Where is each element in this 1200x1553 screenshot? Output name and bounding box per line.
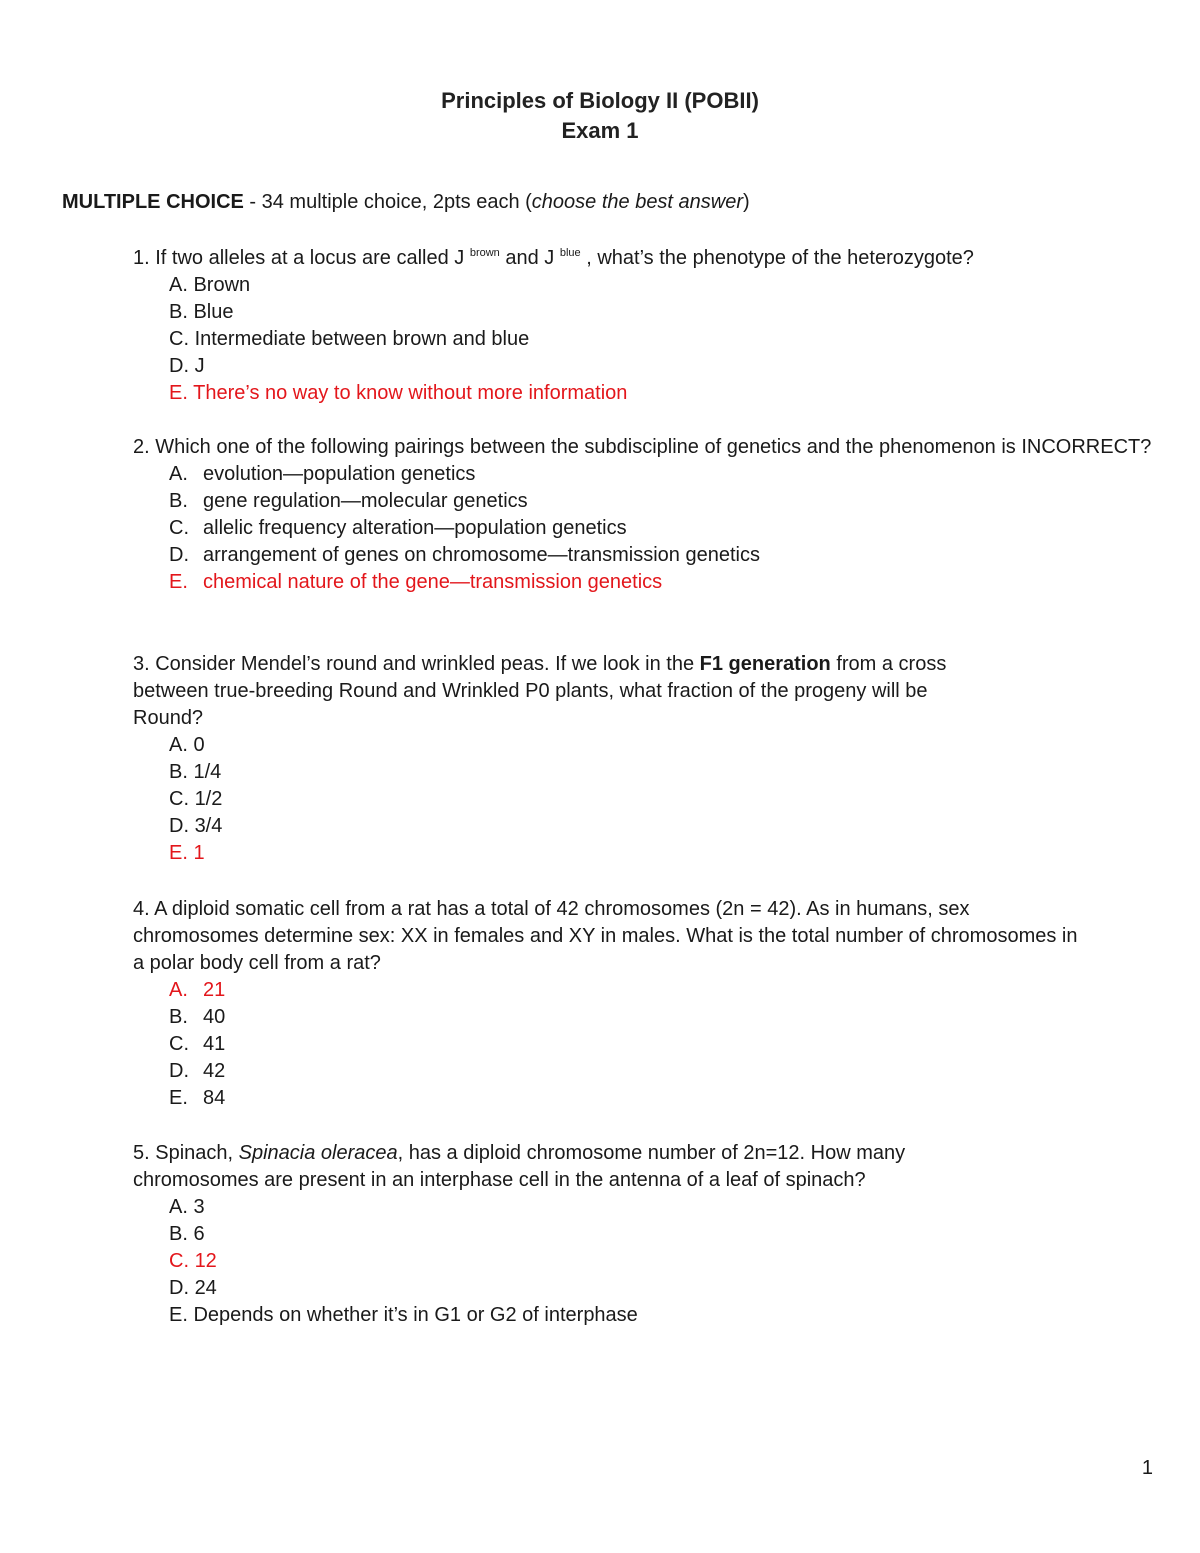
stem-text: a polar body cell from a rat?	[133, 952, 381, 974]
option-letter: C.	[169, 1033, 189, 1055]
option-letter: B.	[169, 301, 188, 323]
option-text: 24	[194, 1277, 217, 1299]
option	[133, 488, 1163, 515]
section-heading: MULTIPLE CHOICE	[62, 191, 244, 213]
option-text: 21	[203, 979, 226, 1001]
option-text: gene regulation—molecular genetics	[203, 490, 528, 512]
option-text: 12	[194, 1250, 217, 1272]
option	[133, 326, 1163, 353]
option	[133, 1194, 1163, 1221]
option-correct	[133, 380, 1163, 407]
option-letter: D.	[169, 1277, 189, 1299]
section-close-paren: )	[743, 191, 750, 213]
option	[133, 1275, 1163, 1302]
stem-text: chromosomes are present in an interphase cell in the antenna of a leaf of spinach?	[133, 1169, 866, 1191]
option-letter: E.	[169, 842, 188, 864]
option-text: Brown	[193, 274, 251, 296]
stem-text: , has a diploid chromosome number of 2n=12. How many	[397, 1142, 906, 1164]
option-letter: C.	[169, 1250, 189, 1272]
option-text: evolution—population genetics	[203, 463, 476, 485]
allele-superscript: brown	[469, 247, 500, 259]
stem-bold-term: F1 generation	[699, 653, 831, 675]
option-text: 1/2	[194, 788, 223, 810]
stem-text: chromosomes determine sex: XX in females and XY in males. What is the total number of chromosomes in	[133, 925, 1078, 947]
option-letter: A.	[169, 734, 188, 756]
option-letter: D.	[169, 1060, 189, 1082]
answer-options	[133, 461, 1163, 596]
answer-options	[133, 1194, 1163, 1329]
option	[133, 1302, 1163, 1329]
stem-text: Round?	[133, 707, 204, 729]
option	[133, 1058, 1163, 1085]
option-text: 40	[203, 1006, 226, 1028]
option	[133, 813, 1163, 840]
option-text: 1/4	[193, 761, 222, 783]
stem-text: between true-breeding Round and Wrinkled P0 plants, what fraction of the progeny will be	[133, 680, 928, 702]
option-letter: D.	[169, 544, 189, 566]
option-letter: E.	[169, 1304, 188, 1326]
question-4	[133, 896, 1163, 1112]
page-subtitle: Exam 1	[561, 118, 639, 143]
option	[133, 1004, 1163, 1031]
stem-text: from a cross	[830, 653, 947, 675]
option-text: arrangement of genes on chromosome—transmission genetics	[203, 544, 760, 566]
option	[133, 1221, 1163, 1248]
option-letter: A.	[169, 274, 188, 296]
option-letter: B.	[169, 490, 188, 512]
question-stem	[133, 245, 1163, 272]
option-text: Blue	[193, 301, 234, 323]
option-text: 3	[193, 1196, 205, 1218]
page-title: Principles of Biology II (POBII)	[441, 88, 759, 113]
option-letter: A.	[169, 1196, 188, 1218]
option-correct	[133, 1248, 1163, 1275]
option	[133, 759, 1163, 786]
question-2	[133, 434, 1163, 596]
option-text: Depends on whether it’s in G1 or G2 of interphase	[193, 1304, 638, 1326]
section-intro	[62, 191, 750, 214]
option-letter: C.	[169, 328, 189, 350]
section-description: - 34 multiple choice, 2pts each (	[243, 191, 532, 213]
option-letter: C.	[169, 788, 189, 810]
question-stem	[133, 1140, 1163, 1194]
answer-options	[133, 977, 1163, 1112]
option-text: 41	[203, 1033, 226, 1055]
species-name: Spinacia oleracea	[238, 1142, 398, 1164]
option	[133, 299, 1163, 326]
option-letter: C.	[169, 517, 189, 539]
option	[133, 786, 1163, 813]
option-text: 1	[193, 842, 205, 864]
question-5	[133, 1140, 1163, 1329]
allele-superscript: blue	[559, 247, 581, 259]
option-letter: D.	[169, 355, 189, 377]
stem-text: 4. A diploid somatic cell from a rat has a total of 42 chromosomes (2n = 42). As in humans, sex	[133, 898, 970, 920]
section-instruction: choose the best answer	[531, 191, 744, 213]
option-letter: E.	[169, 1087, 188, 1109]
option	[133, 515, 1163, 542]
option-letter: A.	[169, 463, 188, 485]
option-correct	[133, 569, 1163, 596]
option	[133, 272, 1163, 299]
option-text: 42	[203, 1060, 226, 1082]
option-letter: D.	[169, 815, 189, 837]
option-correct	[133, 840, 1163, 867]
option	[133, 353, 1163, 380]
question-stem	[133, 651, 1163, 732]
option	[133, 1031, 1163, 1058]
stem-text: 3. Consider Mendel’s round and wrinkled peas. If we look in the	[133, 653, 700, 675]
page-number: 1	[1141, 1457, 1153, 1479]
option-text: allelic frequency alteration—population genetics	[203, 517, 627, 539]
option-text: J	[194, 355, 205, 377]
option	[133, 1085, 1163, 1112]
option-correct	[133, 977, 1163, 1004]
option-letter: E.	[169, 382, 188, 404]
stem-text: , what’s the phenotype of the heterozygote?	[580, 247, 974, 269]
answer-options	[133, 732, 1163, 867]
option-text: chemical nature of the gene—transmission genetics	[203, 571, 663, 593]
option	[133, 732, 1163, 759]
option-text: Intermediate between brown and blue	[194, 328, 530, 350]
option	[133, 461, 1163, 488]
question-1	[133, 245, 1163, 407]
stem-text: 1. If two alleles at a locus are called J	[133, 247, 470, 269]
option	[133, 542, 1163, 569]
option-text: 3/4	[194, 815, 223, 837]
option-text: 0	[193, 734, 205, 756]
option-letter: A.	[169, 979, 188, 1001]
question-stem: 2. Which one of the following pairings between the subdiscipline of genetics and the phenomenon is INCORRECT?	[133, 436, 1152, 458]
answer-options	[133, 272, 1163, 407]
option-text: There’s no way to know without more information	[193, 382, 628, 404]
question-stem	[133, 896, 1163, 977]
stem-text: 5. Spinach,	[133, 1142, 239, 1164]
option-text: 6	[193, 1223, 205, 1245]
stem-text: and J	[499, 247, 560, 269]
option-text: 84	[203, 1087, 226, 1109]
option-letter: E.	[169, 571, 188, 593]
option-letter: B.	[169, 761, 188, 783]
option-letter: B.	[169, 1223, 188, 1245]
question-3	[133, 651, 1163, 867]
option-letter: B.	[169, 1006, 188, 1028]
